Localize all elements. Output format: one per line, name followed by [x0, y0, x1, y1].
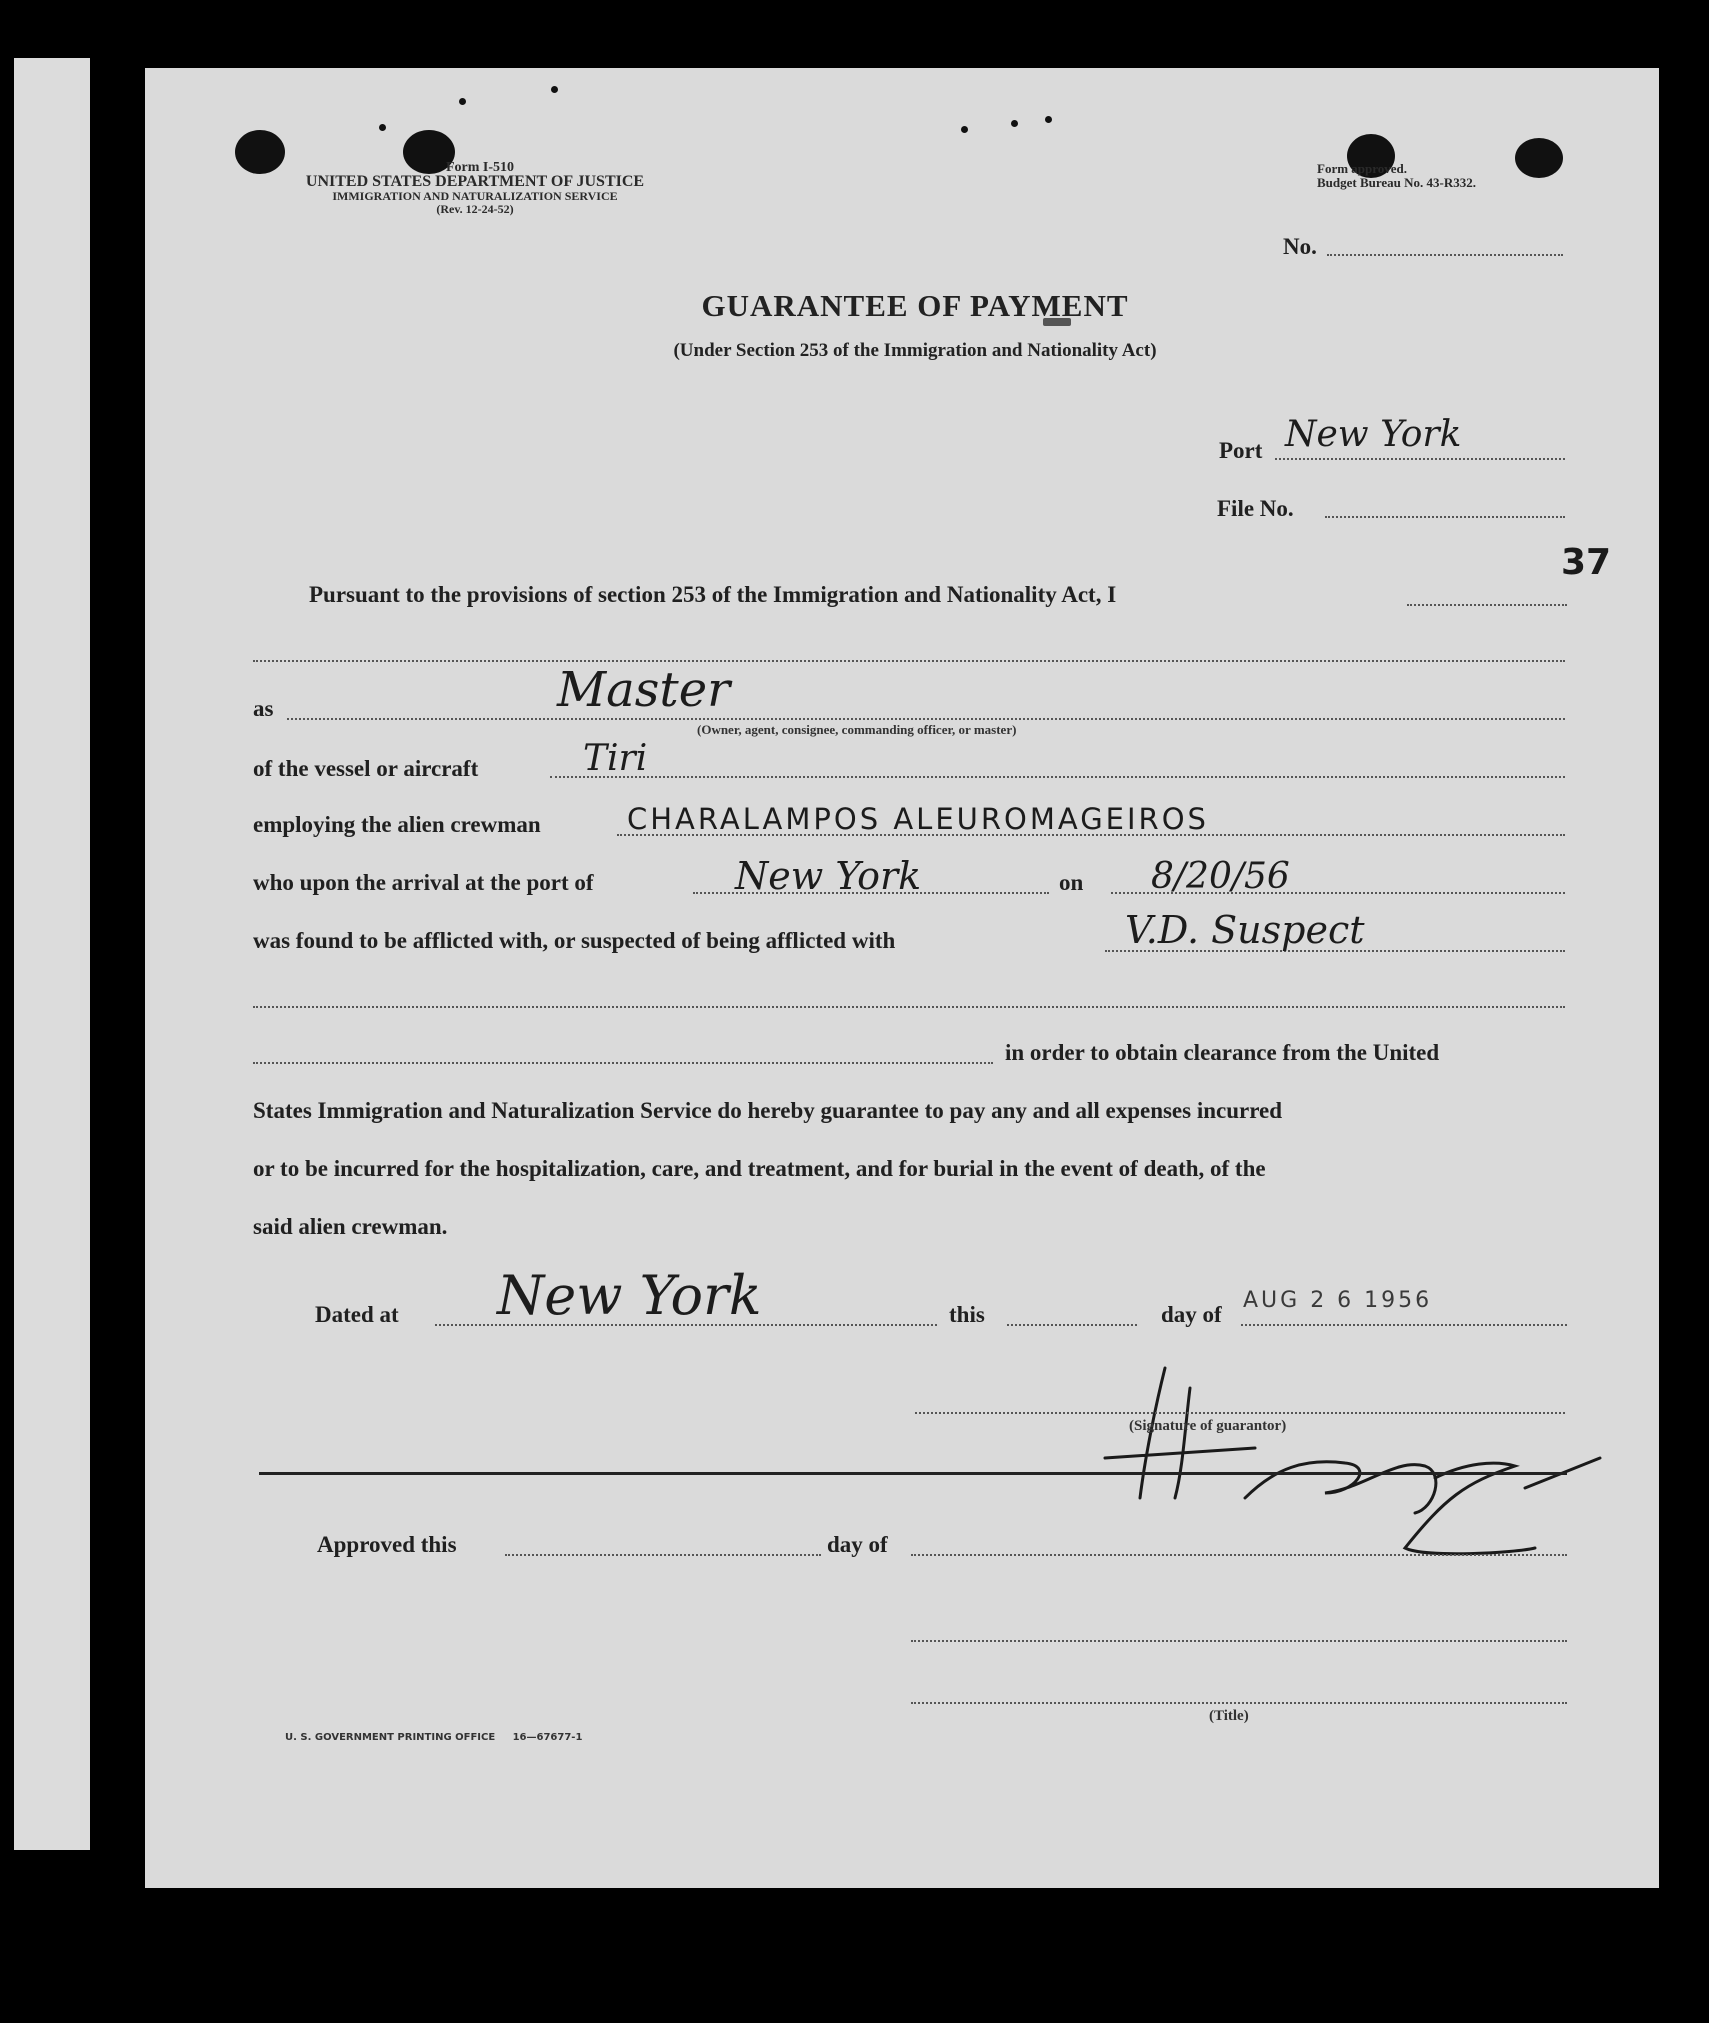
crewman-label: employing the alien crewman — [253, 812, 541, 837]
body-line-3: said alien crewman. — [253, 1214, 448, 1239]
arrival-date-value: 8/20/56 — [1151, 856, 1290, 897]
budget-bureau-number: Budget Bureau No. 43-R332. — [1317, 175, 1477, 190]
left-margin-strip — [14, 58, 90, 1850]
file-no-label: File No. — [1217, 496, 1294, 521]
pursuant-text: Pursuant to the provisions of section 253 of the Immigration and Nationality Act, I — [309, 582, 1117, 607]
ink-speck — [459, 98, 466, 105]
ink-speck — [1045, 116, 1052, 123]
affliction-label: was found to be afflicted with, or suspected of being afflicted with — [253, 928, 896, 953]
approver-signature-field[interactable] — [911, 1640, 1567, 1642]
dated-at-label: Dated at — [315, 1302, 399, 1327]
capacity-value: Master — [557, 662, 731, 718]
vessel-label: of the vessel or aircraft — [253, 756, 479, 781]
date-stamp: AUG 2 6 1956 — [1243, 1288, 1433, 1313]
arrival-port-value: New York — [735, 854, 922, 898]
dated-day-of-label: day of — [1161, 1302, 1222, 1327]
port-value: New York — [1285, 414, 1462, 455]
number-label: No. — [1283, 234, 1317, 259]
ink-speck — [961, 126, 968, 133]
form-approval-note: Form approved. — [1317, 161, 1408, 176]
form-revision: (Rev. 12-24-52) — [436, 202, 514, 216]
service-name: IMMIGRATION AND NATURALIZATION SERVICE — [332, 189, 618, 203]
department-name: UNITED STATES DEPARTMENT OF JUSTICE — [305, 173, 645, 190]
body-line-1: States Immigration and Naturalization Service do hereby guarantee to pay any and all expenses incurred — [253, 1098, 1283, 1123]
section-divider — [259, 1472, 1567, 1475]
dated-this-label: this — [949, 1302, 985, 1327]
capacity-field[interactable] — [287, 718, 1565, 720]
affliction-value: V.D. Suspect — [1125, 908, 1365, 952]
capacity-label: as — [253, 696, 274, 721]
guarantor-signature — [1045, 1348, 1605, 1558]
approved-day-field[interactable] — [505, 1554, 821, 1556]
punch-hole-mark — [235, 130, 285, 174]
approved-month-field[interactable] — [911, 1554, 1567, 1556]
vessel-value: Tiri — [583, 738, 648, 779]
title-caption: (Title) — [1209, 1708, 1249, 1724]
clearance-field[interactable] — [253, 1062, 993, 1064]
port-field[interactable] — [1275, 458, 1565, 460]
printer-footer: U. S. GOVERNMENT PRINTING OFFICE 16—67677-1 — [285, 1732, 583, 1743]
guarantor-name-continuation-field[interactable] — [253, 660, 1565, 662]
arrival-on-label: on — [1059, 870, 1084, 895]
guarantor-name-field[interactable] — [1407, 604, 1567, 606]
body-line-2: or to be incurred for the hospitalization, care, and treatment, and for burial in the event of death, of the — [253, 1156, 1266, 1181]
number-field[interactable] — [1327, 254, 1563, 256]
form-title: GUARANTEE OF PAYMENT — [701, 288, 1129, 323]
affliction-continuation-field[interactable] — [253, 1006, 1565, 1008]
signature-caption: (Signature of guarantor) — [1129, 1418, 1287, 1434]
page-number: 37 — [1561, 542, 1612, 583]
clearance-text: in order to obtain clearance from the United — [1005, 1040, 1440, 1065]
approved-this-label: Approved this — [317, 1532, 457, 1557]
dated-place-value: New York — [497, 1264, 762, 1327]
form-number: Form I-510 — [445, 160, 515, 175]
ink-speck — [551, 86, 558, 93]
ink-speck — [1011, 120, 1018, 127]
arrival-label: who upon the arrival at the port of — [253, 870, 594, 895]
signature-field[interactable] — [915, 1412, 1565, 1414]
approver-title-field[interactable] — [911, 1702, 1567, 1704]
crewman-value: CHARALAMPOS ALEUROMAGEIROS — [627, 802, 1209, 836]
approved-day-of-label: day of — [827, 1532, 888, 1557]
vessel-field[interactable] — [550, 776, 1565, 778]
ink-speck — [379, 124, 386, 131]
guarantee-of-payment-form — [145, 68, 1659, 1888]
port-label: Port — [1219, 438, 1263, 463]
file-no-field[interactable] — [1325, 516, 1565, 518]
dated-month-field[interactable] — [1241, 1324, 1567, 1326]
capacity-caption: (Owner, agent, consignee, commanding officer, or master) — [697, 722, 1017, 737]
form-subtitle: (Under Section 253 of the Immigration and Nationality Act) — [673, 340, 1157, 361]
dated-day-field[interactable] — [1007, 1324, 1137, 1326]
